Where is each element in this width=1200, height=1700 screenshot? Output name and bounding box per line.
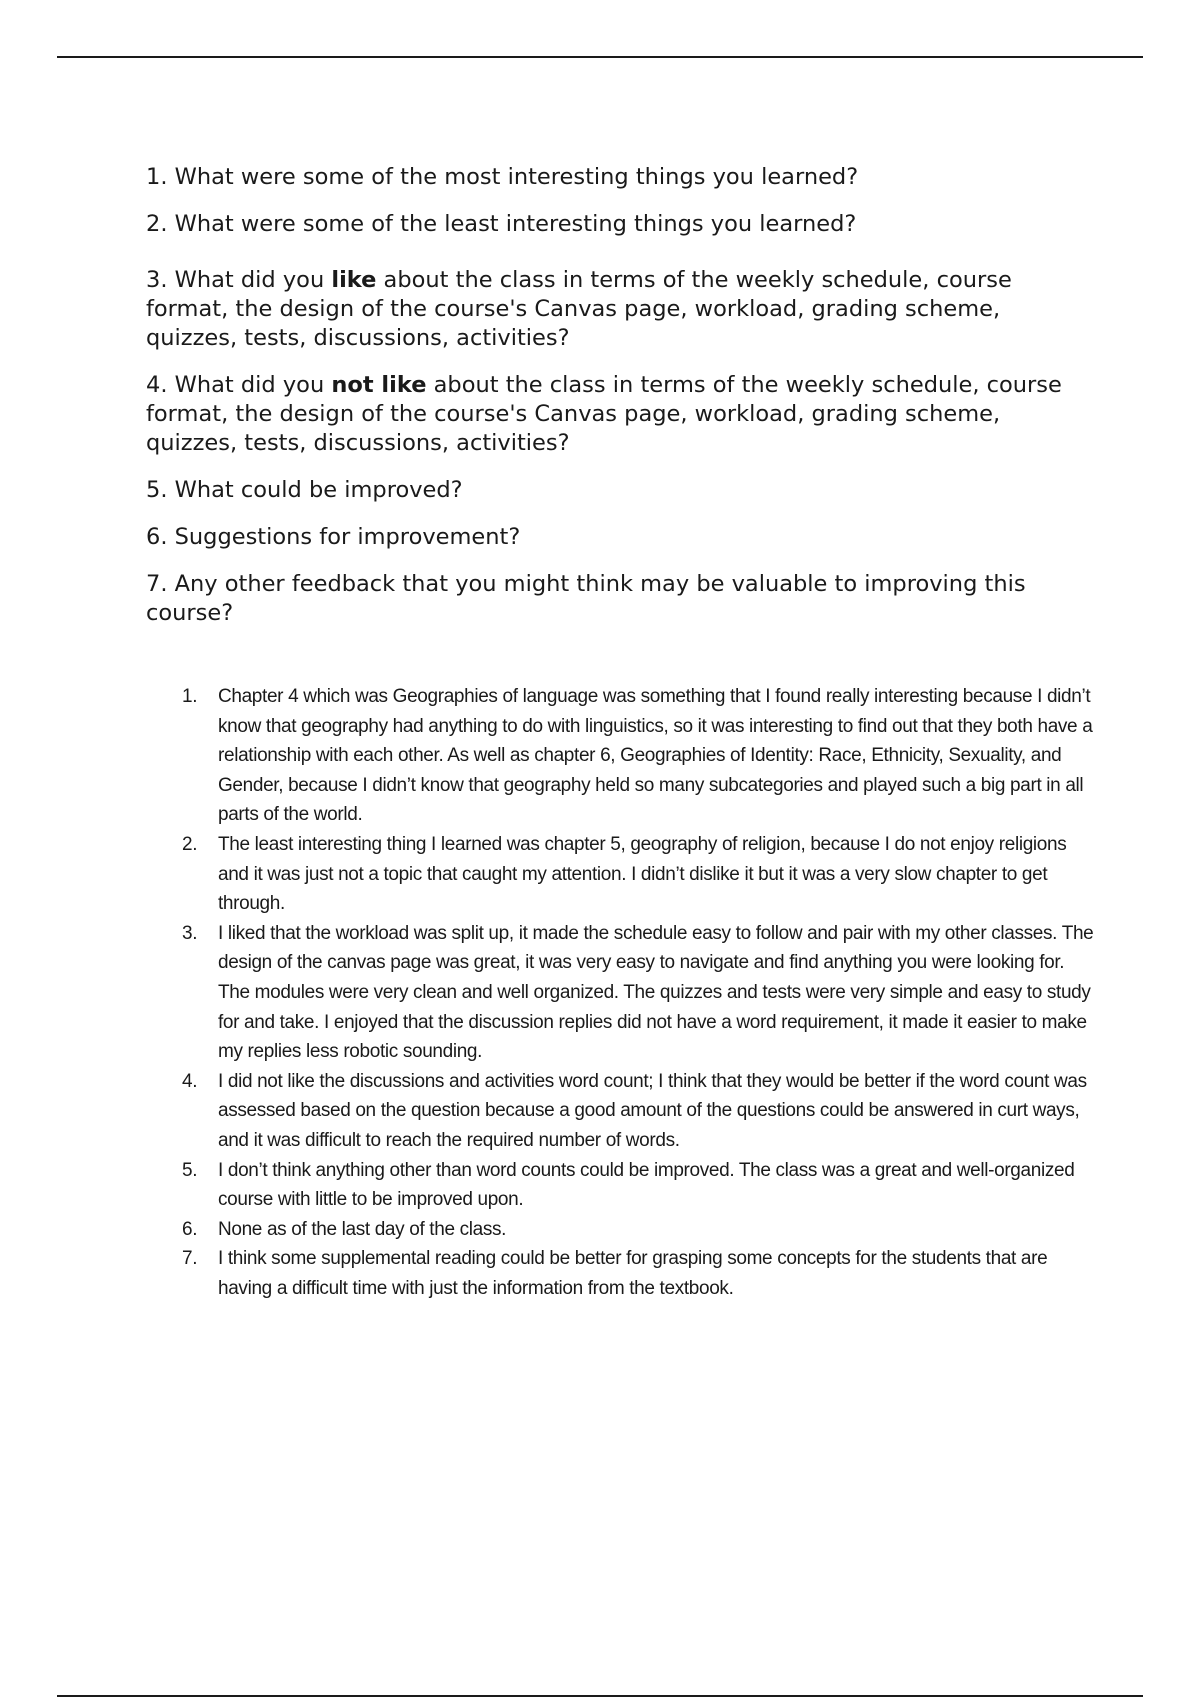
answer-text: Chapter 4 which was Geographies of language was something that I found really interesting because I didn’t know that geography had anything to do with linguistics, so it was interesting to find out that they both have a relationship with each other. As well as chapter 6, Geographies of Identity: Race, Ethnicity, Sexuality, and Gender, because I didn’t know that geography held so many subcategories and played such a big part in all parts of the world. (218, 686, 1093, 826)
question-number: 1. (146, 164, 168, 190)
answer-list (175, 682, 1100, 1303)
answer-item (175, 919, 1100, 1067)
question-number: 7. (146, 571, 168, 597)
question-4 (146, 371, 1086, 458)
question-number: 5. (146, 477, 168, 503)
answer-item (175, 682, 1100, 830)
answer-number: 3. (182, 922, 198, 944)
question-number: 6. (146, 524, 168, 550)
footer-rule (57, 1695, 1143, 1697)
question-number: 4. (146, 372, 168, 398)
answer-number: 6. (182, 1218, 198, 1240)
question-5 (146, 476, 1086, 505)
question-number: 2. (146, 211, 168, 237)
answer-item (175, 1156, 1100, 1215)
question-text-continued: about the class in terms of the weekly schedule, course format, the design of the course's Canvas page, workload, grading scheme, quizzes, tests, discussions, activities? (146, 372, 1062, 456)
answer-number: 7. (182, 1248, 198, 1270)
question-1 (146, 163, 1086, 192)
question-2 (146, 210, 1086, 239)
answer-text: I don’t think anything other than word counts could be improved. The class was a great and well-organized course with little to be improved upon. (218, 1159, 1075, 1211)
answer-text: The least interesting thing I learned was chapter 5, geography of religion, because I do not enjoy religions and it was just not a topic that caught my attention. I didn’t dislike it but it was a very slow chapter to get through. (218, 833, 1067, 915)
answer-number: 1. (182, 686, 198, 707)
question-text: What did you (167, 372, 332, 398)
answer-text: I did not like the discussions and activities word count; I think that they would be better if the word count was assessed based on the question because a good amount of the questions could be answered in curt ways, and it was difficult to reach the required number of words. (218, 1070, 1087, 1151)
question-text: Any other feedback that you might think may be valuable to improving this course? (146, 571, 1026, 626)
question-text: Suggestions for improvement? (167, 524, 521, 550)
question-number: 3. (146, 267, 168, 293)
question-list (146, 163, 1086, 646)
answer-item (175, 1067, 1100, 1156)
question-6 (146, 523, 1086, 552)
question-3 (146, 266, 1086, 353)
answer-number: 5. (182, 1159, 198, 1181)
answer-number: 4. (182, 1070, 198, 1092)
question-emphasis: not like (331, 372, 427, 398)
answer-item (175, 1215, 1100, 1245)
question-7 (146, 570, 1086, 628)
answer-number: 2. (182, 833, 198, 855)
answer-text: I liked that the workload was split up, it made the schedule easy to follow and pair with my other classes. The design of the canvas page was great, it was very easy to navigate and find anything you were looking for. The modules were very clean and well organized. The quizzes and tests were very simple and easy to study for and take. I enjoyed that the discussion replies did not have a word requirement, it made it easier to make my replies less robotic sounding. (218, 922, 1094, 1063)
answer-item (175, 1244, 1100, 1303)
question-emphasis: like (331, 267, 377, 293)
question-text-continued: about the class in terms of the weekly schedule, course format, the design of the course's Canvas page, workload, grading scheme, quizzes, tests, discussions, activities? (146, 267, 1012, 351)
question-text: What were some of the most interesting things you learned? (167, 164, 859, 190)
answer-item (175, 830, 1100, 919)
question-text: What did you (167, 267, 332, 293)
question-text: What could be improved? (167, 477, 463, 503)
answer-text: I think some supplemental reading could be better for grasping some concepts for the students that are having a difficult time with just the information from the textbook. (218, 1248, 1048, 1299)
answer-text: None as of the last day of the class. (218, 1218, 507, 1240)
question-text: What were some of the least interesting things you learned? (167, 211, 857, 237)
header-rule (57, 56, 1143, 58)
